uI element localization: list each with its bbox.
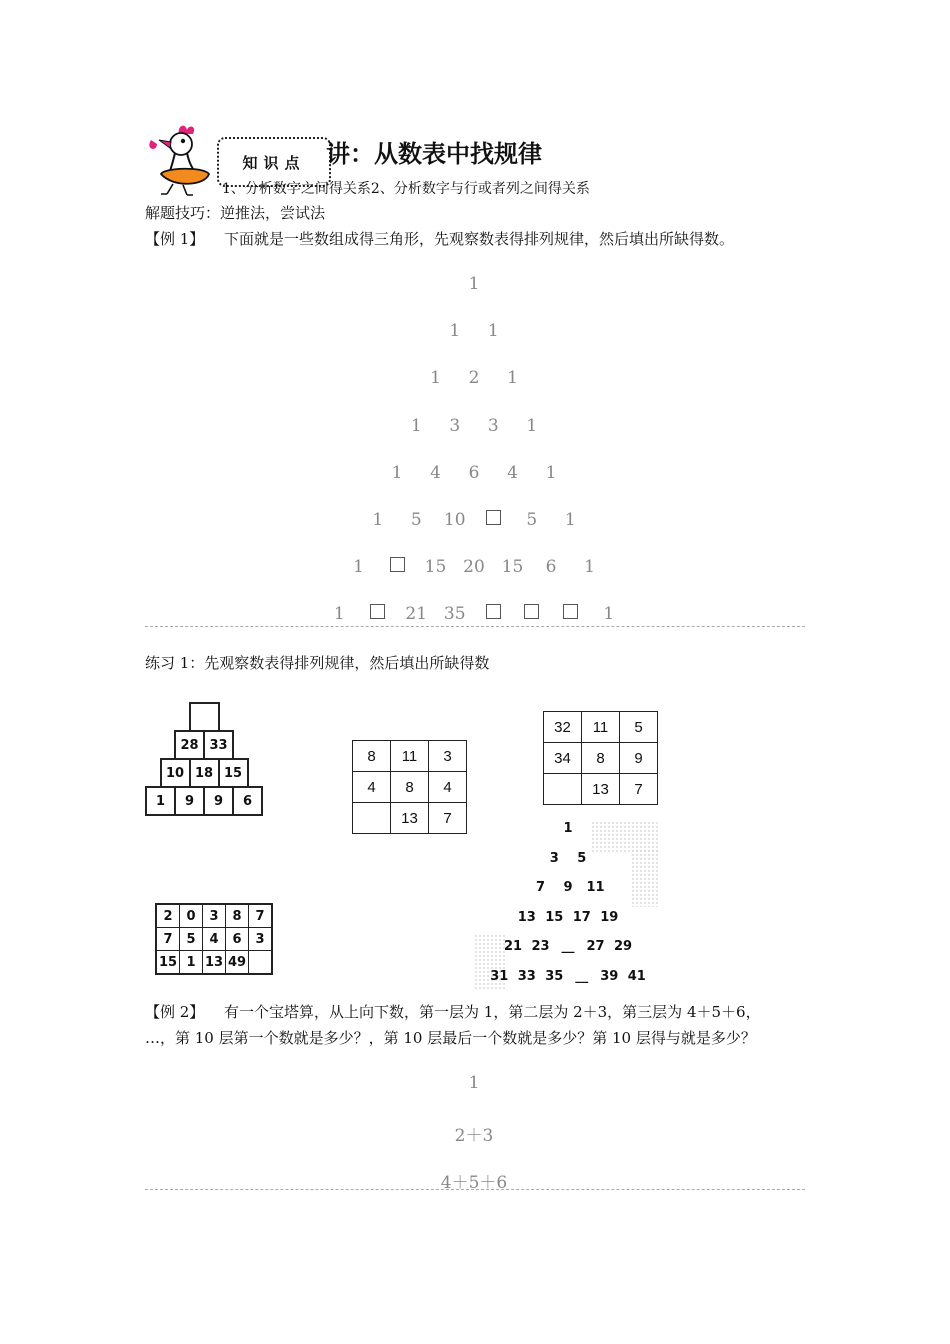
blank-box-icon (486, 510, 501, 525)
odd-number: 19 (600, 909, 619, 925)
solving-tips: 解题技巧：逆推法，尝试法 (145, 204, 326, 222)
grid-cell: 8 (582, 743, 620, 774)
odd-number: 3 (549, 850, 559, 866)
chicken-mascot-icon (143, 122, 223, 197)
page-divider (145, 626, 805, 627)
pyramid-box: 1 (145, 786, 176, 816)
page-divider-bottom (145, 1189, 805, 1190)
tower-row: 1 (468, 1073, 480, 1093)
table-cell: 1 (180, 951, 203, 975)
triangle-cell: 15 (424, 557, 447, 578)
triangle-cell: 1 (430, 368, 441, 389)
grid-cell: 7 (620, 774, 658, 805)
odd-number: __ (575, 968, 589, 984)
triangle-cell (550, 604, 590, 624)
blank-box-icon (390, 557, 405, 572)
knowledge-badge: 知识点 (217, 137, 331, 187)
tower-row: 4＋5＋6 (440, 1173, 508, 1193)
blank-box-icon (563, 604, 578, 619)
triangle-cell: 1 (487, 321, 499, 342)
practice1-text: 练习 1：先观察数表得排列规律，然后填出所缺得数 (145, 654, 490, 672)
grid-cell: 3 (429, 741, 467, 772)
triangle-cell: 20 (463, 557, 485, 578)
table-cell (249, 951, 273, 975)
triangle-cell: 1 (410, 415, 422, 436)
triangle-cell (473, 604, 513, 624)
page-title: 讲：从数表中找规律 (326, 140, 542, 168)
odd-number: 33 (517, 968, 536, 984)
example1-label: 【例 1】 (145, 230, 205, 248)
number-pyramid (145, 700, 265, 820)
table-cell: 49 (226, 951, 249, 975)
grid-cell: 5 (620, 712, 658, 743)
triangle-cell: 4 (507, 462, 518, 483)
odd-number: 15 (545, 909, 564, 925)
odd-number-triangle (470, 818, 670, 988)
grid-cell: 7 (429, 803, 467, 834)
triangle-cell: 6 (468, 462, 480, 483)
triangle-cell: 4 (430, 462, 441, 483)
grid-cell: 13 (582, 774, 620, 805)
odd-number: 17 (572, 909, 591, 925)
pyramid-box: 33 (203, 730, 234, 760)
odd-number: 1 (563, 821, 573, 836)
triangle-cell: 5 (410, 510, 422, 530)
triangle-cell (377, 557, 417, 577)
example2-line1: 有一个宝塔算，从上向下数，第一层为 1，第二层为 2＋3，第三层为 4＋5＋6， (224, 1003, 761, 1021)
triangle-cell: 1 (564, 510, 576, 530)
triangle-cell: 1 (333, 604, 345, 625)
odd-number: 5 (577, 850, 587, 866)
triangle-cell (473, 510, 513, 530)
odd-number: 35 (545, 968, 564, 984)
table-cell: 2 (156, 904, 180, 928)
grid-cell: 8 (391, 772, 429, 803)
odd-number: 9 (563, 880, 573, 895)
triangle-cell: 1 (372, 510, 384, 530)
grid-cell: 11 (582, 712, 620, 743)
grid-cell: 8 (353, 741, 391, 772)
triangle-cell: 1 (449, 321, 461, 342)
grid-cell: 4 (429, 772, 467, 803)
grid-cell (353, 803, 391, 834)
number-grid-1 (352, 740, 467, 834)
odd-number: 39 (600, 968, 619, 984)
triangle-cell: 3 (487, 415, 499, 436)
triangle-cell: 15 (501, 557, 524, 578)
blank-box-icon (524, 604, 539, 619)
grid-cell: 34 (544, 743, 582, 774)
odd-number: 29 (613, 939, 633, 954)
triangle-cell: 1 (584, 557, 595, 578)
triangle-cell: 21 (405, 604, 428, 625)
triangle-cell: 1 (353, 557, 364, 578)
grid-cell (544, 774, 582, 805)
triangle-cell: 10 (443, 510, 466, 530)
table-cell: 7 (249, 904, 273, 928)
table-cell: 13 (203, 951, 226, 975)
grid-cell: 4 (353, 772, 391, 803)
example2-line2: …，第 10 层第一个数就是多少？，第 10 层最后一个数就是多少？第 10 层得与就是多少？ (145, 1029, 756, 1047)
table-cell: 4 (203, 928, 226, 951)
triangle-cell (512, 604, 552, 624)
odd-number: 13 (517, 909, 536, 925)
triangle-cell: 35 (443, 604, 466, 625)
pyramid-box: 18 (189, 758, 220, 788)
odd-number: 27 (586, 939, 605, 954)
odd-number: 31 (490, 968, 509, 984)
odd-number: __ (561, 939, 575, 954)
pyramid-box: 6 (232, 786, 263, 816)
pyramid-box: 9 (174, 786, 205, 816)
number-grid-2 (543, 711, 658, 805)
odd-number: 11 (586, 880, 605, 895)
table-cell: 8 (226, 904, 249, 928)
pyramid-box: 28 (174, 730, 205, 760)
odd-number: 41 (627, 968, 646, 984)
table-cell: 0 (180, 904, 203, 928)
odd-number: 7 (535, 880, 546, 895)
table-cell: 5 (180, 928, 203, 951)
triangle-cell: 1 (468, 274, 480, 294)
number-table-small (155, 903, 273, 975)
pyramid-box: 9 (203, 786, 234, 816)
pyramid-box (189, 702, 220, 732)
grid-cell: 11 (391, 741, 429, 772)
subtitle: 1、分析数字之间得关系2、分析数字与行或者列之间得关系 (222, 181, 590, 197)
blank-box-icon (370, 604, 385, 619)
grid-cell: 13 (391, 803, 429, 834)
triangle-cell: 1 (507, 368, 518, 389)
triangle-cell: 1 (603, 604, 615, 625)
odd-number: 21 (503, 939, 523, 954)
pyramid-box: 15 (218, 758, 249, 788)
grid-cell: 9 (620, 743, 658, 774)
pyramid-box: 10 (160, 758, 191, 788)
triangle-cell: 6 (545, 557, 557, 578)
table-cell: 3 (249, 928, 273, 951)
blank-box-icon (486, 604, 501, 619)
triangle-cell: 5 (526, 510, 538, 530)
triangle-cell: 3 (449, 415, 461, 436)
table-cell: 15 (156, 951, 180, 975)
example1-text: 下面就是一些数组成得三角形，先观察数表得排列规律，然后填出所缺得数。 (224, 230, 735, 248)
triangle-cell: 2 (468, 368, 480, 389)
triangle-cell: 1 (391, 462, 403, 483)
table-cell: 7 (156, 928, 180, 951)
table-cell: 3 (203, 904, 226, 928)
table-cell: 6 (226, 928, 249, 951)
triangle-cell: 1 (526, 415, 538, 436)
triangle-cell: 1 (545, 462, 557, 483)
triangle-cell (358, 604, 398, 624)
grid-cell: 32 (544, 712, 582, 743)
tower-row: 2＋3 (454, 1125, 494, 1146)
odd-number: 23 (531, 939, 550, 954)
example2-label: 【例 2】 (145, 1003, 205, 1021)
